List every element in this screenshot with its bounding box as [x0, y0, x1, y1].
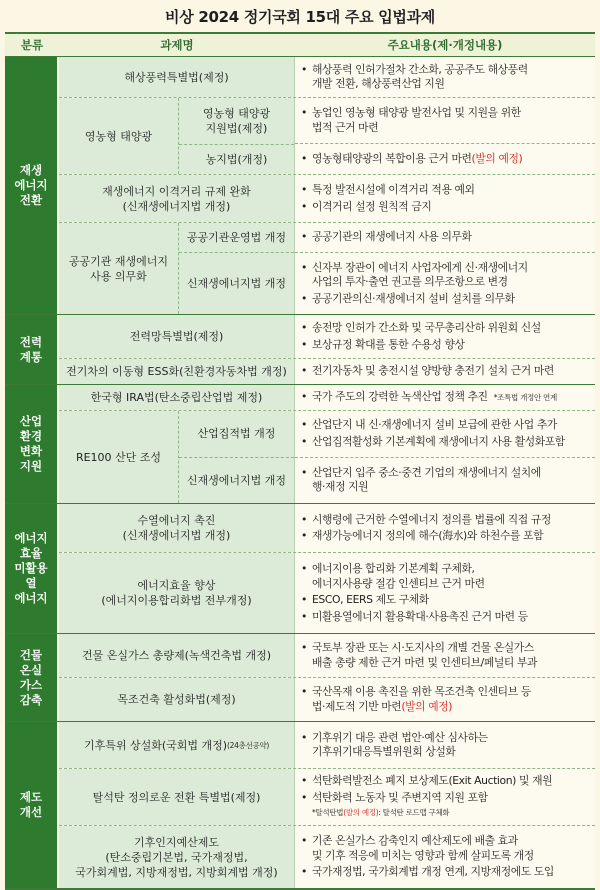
task-content: • 국산목재 이용 촉진을 위한 목조건축 인센티브 등 법·제도적 기반 마련(발의 예정) [295, 678, 595, 721]
task-group: 영농형 태양광 [59, 98, 179, 174]
table-row [59, 315, 595, 359]
table-row [59, 678, 595, 721]
task-name: 전력망특별법(제정) [59, 315, 295, 358]
section-industry [5, 385, 595, 504]
sub-task-name: 신재생에너지법 개정 [186, 473, 287, 487]
task-name [59, 223, 295, 314]
task-content: • 국토부 장관 또는 시·도지사의 개별 건물 온실가스 배출 총량 제한 근거 마련 및 인센티브/페널티 부과 [295, 634, 595, 677]
task-name: 수열에너지 촉진 (신재생에너지법 개정) [59, 504, 295, 552]
pending-label: (발의 예정) [401, 699, 453, 713]
task-name: 건물 온실가스 총량제(녹색건축법 개정) [59, 634, 295, 677]
task-name: 전기차의 이동형 ESS화(친환경자동차법 개정) [59, 359, 295, 384]
table-row [59, 359, 595, 384]
section-building [5, 634, 595, 722]
task-content: • 기후위기 대응 관련 법안·예산 심사하는 기후위기대응특별위원회 상설화 [295, 722, 595, 768]
task-content: • 특정 발전시설에 이격거리 적용 예외 • 이격거리 설정 원칙적 금지 [295, 175, 595, 222]
task-name: 탈석탄 정의로운 전환 특별법(제정) [59, 769, 295, 825]
task-content: • 기존 온실가스 감축인지 예산제도에 배출 효과 및 기후 적응에 미치는 영향과 함께 살피도록 개정 • 국가재정법, 국가회계법 개정 연계, 지방재정에도 도입 [295, 826, 595, 888]
task-group: 공공기관 재생에너지 사용 의무화 [59, 223, 179, 314]
table-row [59, 504, 595, 553]
task-content: • 전기자동차 및 충전시설 양방향 충전기 설치 근거 마련 [295, 359, 595, 384]
task-content: • 송전망 인허가 간소화 및 국무총리산하 위원회 신설 • 보상규정 확대를 통한 수용성 향상 [295, 315, 595, 358]
sub-task-name: 신재생에너지법 개정 [186, 276, 287, 290]
table-row [59, 634, 595, 678]
section-efficiency [5, 504, 595, 634]
page-title: 비상 2024 정기국회 15대 주요 입법과제 [165, 7, 435, 26]
header-content: 주요내용(제·개정내용) [387, 38, 503, 52]
task-content: • 공공기관의 재생에너지 사용 의무화 • 신자부 장관이 에너지 사업자에게 신·재생에너지 사업의 투자·출연 권고를 의무조항으로 변경 • 공공기관의신·재생에너지 설비 설치를 의무화 [295, 223, 595, 314]
sub-task-name: 영농형 태양광 지원법(제정) [179, 98, 294, 145]
task-name: 한국형 IRA법(탄소중립산업법 제정) [59, 385, 295, 410]
table-row [59, 98, 595, 175]
task-name: 해상풍력특별법(제정) [59, 57, 295, 97]
header-task: 과제명 [160, 38, 194, 52]
category-label: 전력 계통 [5, 315, 57, 384]
legislation-table [5, 32, 595, 890]
header-category: 분류 [20, 38, 44, 52]
task-content: • 에너지이용 합리화 기본계획 구체화, 에너지사용량 절감 인센티브 근거 마련 • ESCO, EERS 제도 구체화 • 미활용열에너지 활용확대·사용촉진 근거 마련 등 [295, 553, 595, 633]
table-row [59, 175, 595, 223]
task-name [59, 98, 295, 174]
sub-task-name: 공공기관운영법 개정 [179, 223, 294, 253]
table-row [59, 385, 595, 411]
task-name: 기후특위 상설화(국회법 개정) (24총선공약) [59, 722, 295, 768]
task-content: • 국가 주도의 강력한 녹색산업 정책 추진 *조특법 개정안 연계 [295, 385, 595, 410]
section-renewable [5, 57, 595, 315]
sub-task-name: 농지법(개정) [205, 152, 268, 166]
category-label: 산업 환경 변화 지원 [5, 385, 57, 503]
footnote: *조특법 개정안 연계 [493, 392, 557, 402]
table-header [5, 32, 595, 57]
category-label: 에너지 효율 미활용 열 에너지 [5, 504, 57, 633]
pending-label: (발의 예정) [471, 151, 523, 165]
section-grid [5, 315, 595, 385]
task-group: RE100 산단 조성 [59, 411, 179, 503]
table-row [59, 411, 595, 503]
task-name [59, 411, 295, 503]
task-name: 기후인지예산제도 (탄소중립기본법, 국가재정법, 국가회계법, 지방재정법, 지방회계법 개정) [59, 826, 295, 888]
table-row [59, 769, 595, 826]
task-name: 에너지효율 향상 (에너지이용합리화법 전부개정) [59, 553, 295, 633]
sub-task-name: 산업집적법 개정 [179, 411, 294, 458]
category-label: 건물 온실 가스 감축 [5, 634, 57, 721]
task-content: • 산업단지 내 신·재생에너지 설비 보급에 관한 사업 추가 • 산업집적활성화 기본계획에 재생에너지 사용 활성화포함 • 산업단지 입주 중소·중견 기업의 재생에너지 설치에 행·재정 지원 [295, 411, 595, 503]
task-content: • 해상풍력 인허가절차 간소화, 공공주도 해상풍력 개발 전환, 해상풍력산업 지원 [295, 57, 595, 97]
task-name: 목조건축 활성화법(제정) [59, 678, 295, 721]
task-content: • 시행령에 근거한 수열에너지 정의를 법률에 직접 규정 • 재생가능에너지 정의에 해수(海水)와 하천수를 포함 [295, 504, 595, 552]
category-label: 재생 에너지 전환 [5, 57, 57, 314]
section-institution [5, 722, 595, 890]
table-row [59, 826, 595, 888]
task-content: • 석탄화력발전소 폐지 보상제도(Exit Auction) 및 재원 • 석탄화력 노동자 및 주변지역 지원 포함 *탈석탄법(발의 예정): 탈석탄 로드맵 구체화 [295, 769, 595, 825]
footnote: *탈석탄법(발의 예정): 탈석탄 로드맵 구체화 [312, 808, 450, 818]
category-label: 제도 개선 [5, 722, 57, 888]
table-row [59, 223, 595, 314]
task-name: 재생에너지 이격거리 규제 완화 (신재생에너지법 개정) [59, 175, 295, 222]
task-content: • 농업인 영농형 태양광 발전사업 및 지원을 위한 법적 근거 마련 • 영농형태양광의 복합이용 근거 마련(발의 예정) [295, 98, 595, 174]
table-row [59, 722, 595, 769]
footnote: (24총선공약) [227, 740, 270, 750]
table-row [59, 553, 595, 633]
table-row [59, 57, 595, 98]
